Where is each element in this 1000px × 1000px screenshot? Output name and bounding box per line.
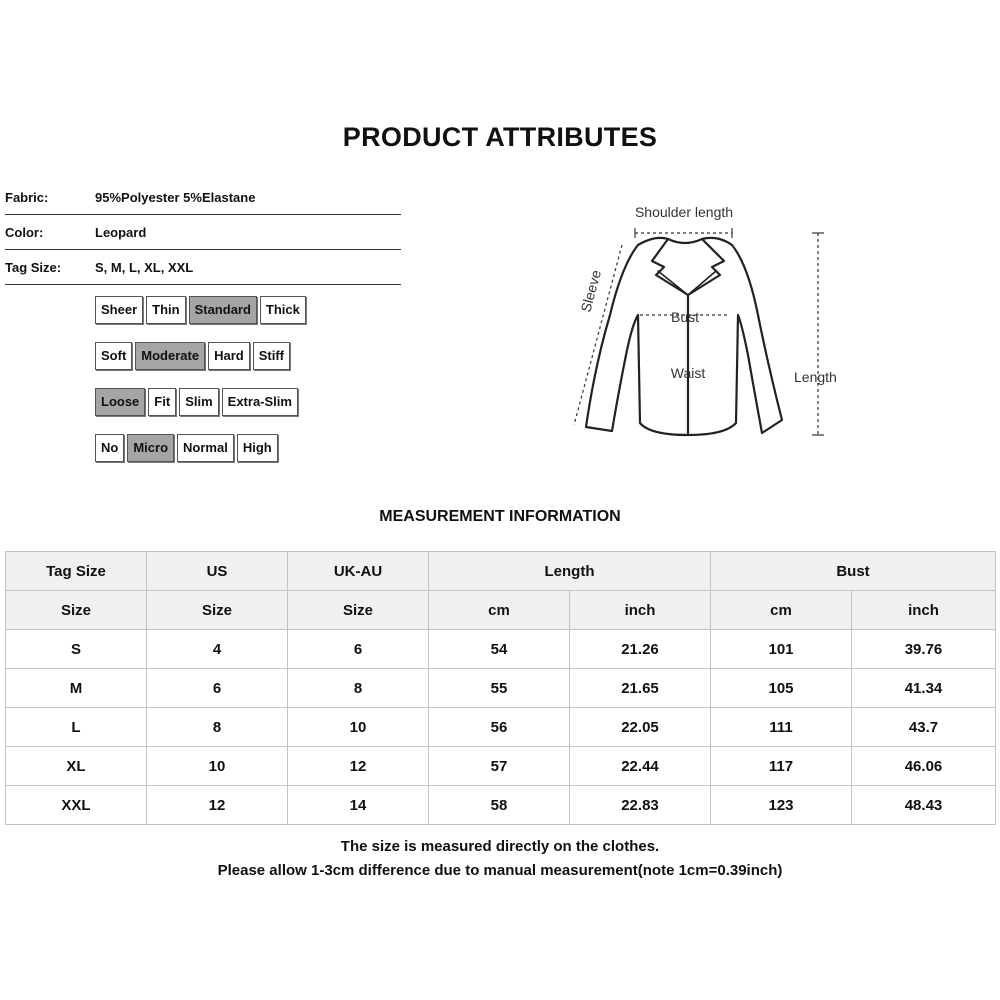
- table-row: [6, 747, 996, 786]
- table-cell: 6: [147, 669, 288, 708]
- garment-diagram: [560, 195, 860, 445]
- measurement-title: MEASUREMENT INFORMATION: [379, 508, 621, 525]
- attribute-row: [5, 180, 401, 215]
- attribute-value: 95%Polyester 5%Elastane: [95, 190, 256, 205]
- option-chip: Thin: [146, 296, 185, 324]
- waist-label: Waist: [670, 365, 706, 381]
- table-cell: 14: [288, 786, 429, 825]
- table-cell: 56: [429, 708, 570, 747]
- table-cell: 12: [288, 747, 429, 786]
- option-chip: Hard: [208, 342, 250, 370]
- attribute-value: S, M, L, XL, XXL: [95, 260, 194, 275]
- attribute-key: Tag Size:: [5, 260, 62, 275]
- subheader-cell: cm: [429, 591, 570, 630]
- option-chip: Fit: [148, 388, 176, 416]
- option-chip: Moderate: [135, 342, 205, 370]
- attribute-key: Color:: [5, 225, 44, 240]
- header-uk-au: UK-AU: [288, 552, 429, 591]
- attribute-value: Leopard: [95, 225, 147, 240]
- option-chip: Stiff: [253, 342, 290, 370]
- table-cell: XL: [6, 747, 147, 786]
- table-cell: 22.83: [570, 786, 711, 825]
- option-chip: Sheer: [95, 296, 143, 324]
- subheader-cell: Size: [147, 591, 288, 630]
- table-cell: 6: [288, 630, 429, 669]
- table-cell: 12: [147, 786, 288, 825]
- option-list: [95, 434, 278, 462]
- table-cell: 111: [711, 708, 852, 747]
- table-cell: 123: [711, 786, 852, 825]
- option-chip: Standard: [189, 296, 257, 324]
- attribute-row: [5, 250, 401, 285]
- table-cell: L: [6, 708, 147, 747]
- header-tag-size: Tag Size: [6, 552, 147, 591]
- table-cell: 117: [711, 747, 852, 786]
- option-chip: Soft: [95, 342, 132, 370]
- table-cell: M: [6, 669, 147, 708]
- option-chip: Thick: [260, 296, 306, 324]
- table-cell: 22.05: [570, 708, 711, 747]
- table-cell: 21.65: [570, 669, 711, 708]
- table-cell: 48.43: [852, 786, 996, 825]
- table-cell: XXL: [6, 786, 147, 825]
- subheader-cell: Size: [288, 591, 429, 630]
- subheader-cell: inch: [570, 591, 711, 630]
- attribute-row: [5, 215, 401, 250]
- note-measured: The size is measured directly on the clothes.: [340, 838, 660, 855]
- jacket-outline-icon: [586, 238, 782, 435]
- table-cell: 101: [711, 630, 852, 669]
- attribute-key: Fabric:: [5, 190, 49, 205]
- table-cell: 8: [288, 669, 429, 708]
- table-cell: 43.7: [852, 708, 996, 747]
- measure-lines: [574, 228, 824, 435]
- option-list: [95, 296, 306, 324]
- option-chip: No: [95, 434, 124, 462]
- table-cell: 8: [147, 708, 288, 747]
- table-cell: S: [6, 630, 147, 669]
- subheader-cell: Size: [6, 591, 147, 630]
- header-bust: Bust: [711, 552, 996, 591]
- option-chip: Slim: [179, 388, 218, 416]
- table-row: [6, 630, 996, 669]
- table-cell: 4: [147, 630, 288, 669]
- length-label: Length: [794, 369, 837, 385]
- table-cell: 105: [711, 669, 852, 708]
- header-us: US: [147, 552, 288, 591]
- option-chip: Extra-Slim: [222, 388, 298, 416]
- note-difference: Please allow 1-3cm difference due to manual measurement(note 1cm=0.39inch): [217, 862, 783, 879]
- table-cell: 21.26: [570, 630, 711, 669]
- table-row: [6, 708, 996, 747]
- header-length: Length: [429, 552, 711, 591]
- table-row: [6, 669, 996, 708]
- table-cell: 58: [429, 786, 570, 825]
- option-chip: High: [237, 434, 278, 462]
- table-row: [6, 786, 996, 825]
- option-chip: Loose: [95, 388, 145, 416]
- option-chip: Normal: [177, 434, 234, 462]
- subheader-cell: inch: [852, 591, 996, 630]
- table-header-row: [6, 552, 996, 591]
- sleeve-label: Sleeve: [577, 268, 604, 314]
- subheader-cell: cm: [711, 591, 852, 630]
- measurement-table: [5, 551, 996, 825]
- option-list: [95, 388, 298, 416]
- table-cell: 10: [147, 747, 288, 786]
- option-chip: Micro: [127, 434, 174, 462]
- table-subheader-row: [6, 591, 996, 630]
- table-cell: 57: [429, 747, 570, 786]
- table-cell: 39.76: [852, 630, 996, 669]
- table-cell: 10: [288, 708, 429, 747]
- table-cell: 41.34: [852, 669, 996, 708]
- table-cell: 55: [429, 669, 570, 708]
- shoulder-label: Shoulder length: [634, 204, 734, 220]
- table-cell: 46.06: [852, 747, 996, 786]
- page-title: PRODUCT ATTRIBUTES: [342, 122, 658, 152]
- table-cell: 54: [429, 630, 570, 669]
- table-cell: 22.44: [570, 747, 711, 786]
- bust-label: Bust: [670, 309, 700, 325]
- option-list: [95, 342, 290, 370]
